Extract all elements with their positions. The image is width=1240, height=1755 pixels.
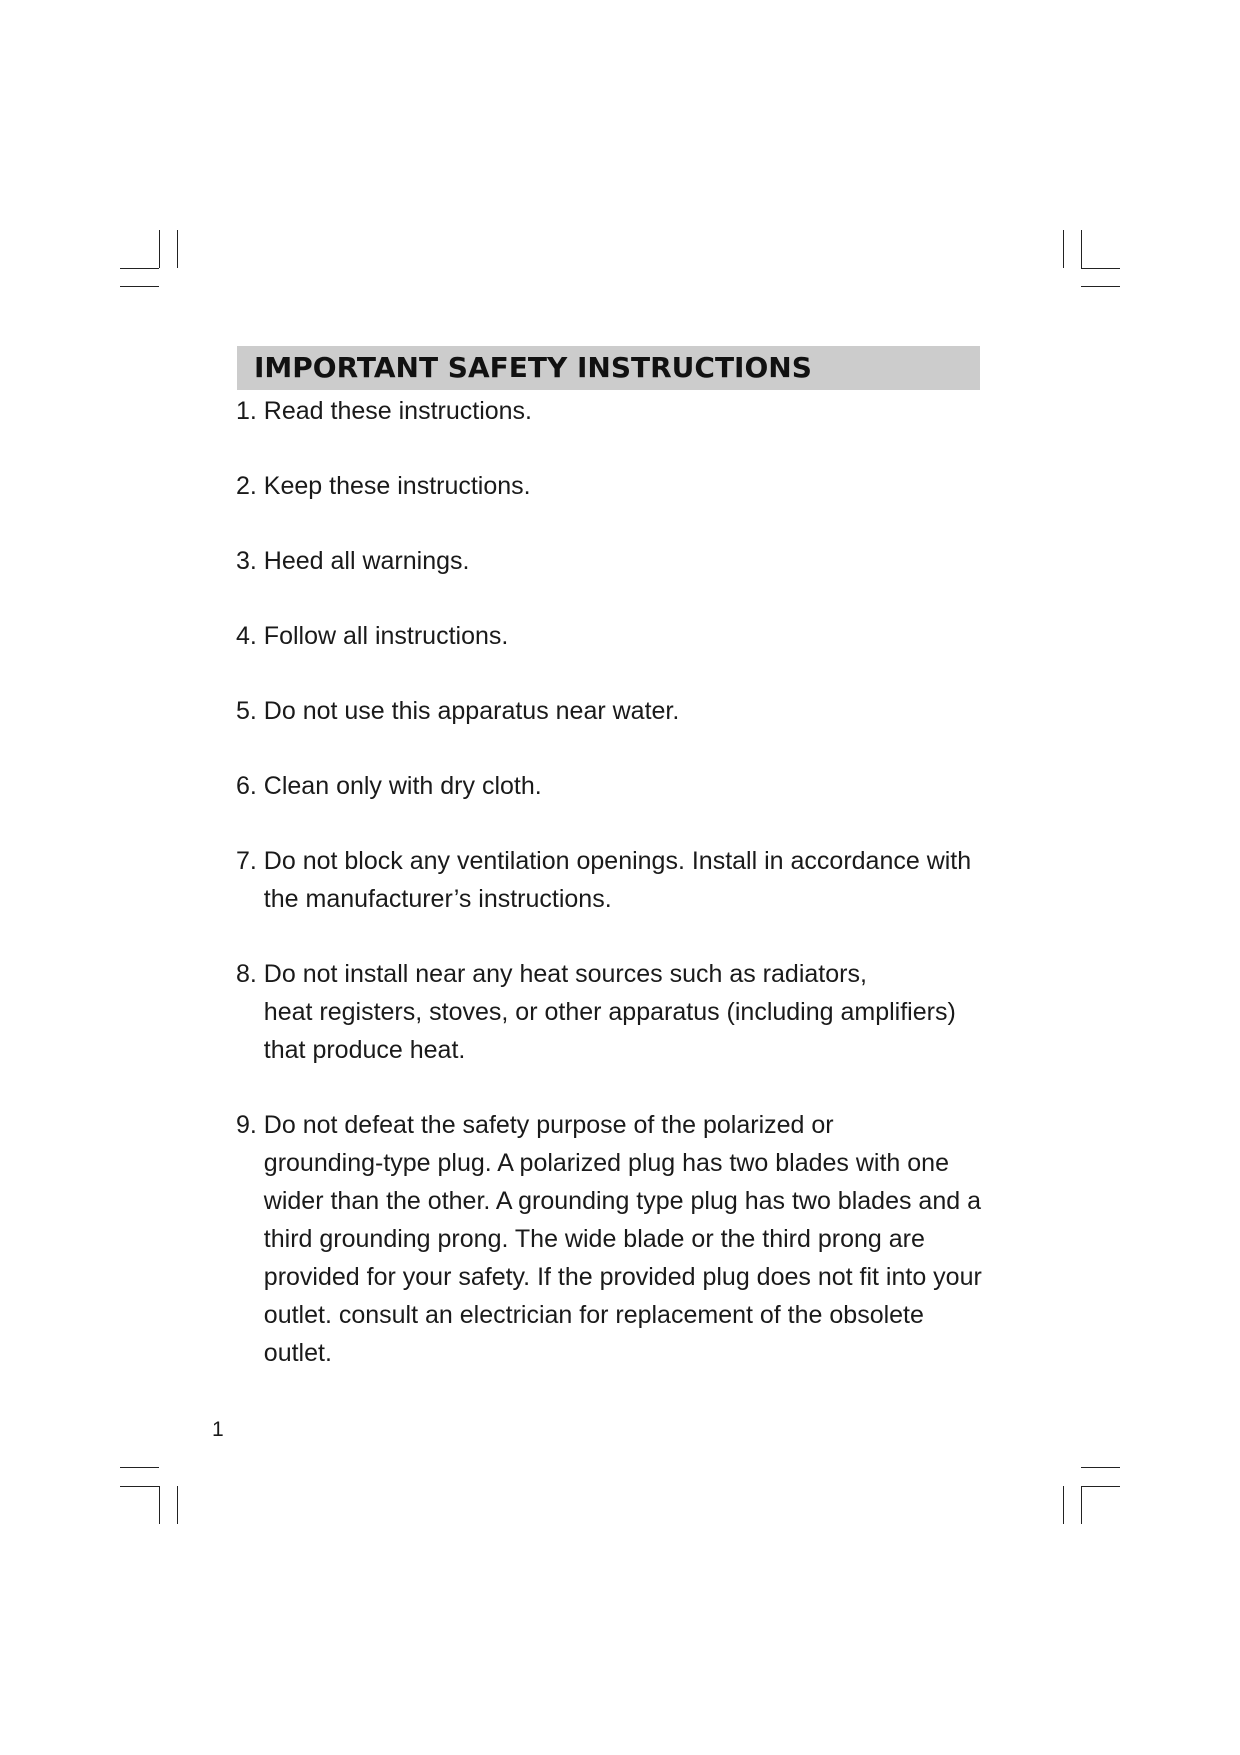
crop-mark xyxy=(1081,1486,1082,1524)
item-text: Do not block any ventilation openings. Install in accordance with the manufacturer’s instructions. xyxy=(263,847,972,913)
crop-mark xyxy=(120,1467,159,1468)
crop-mark xyxy=(120,1486,159,1487)
crop-mark xyxy=(159,230,160,268)
crop-mark xyxy=(1081,286,1120,287)
crop-mark xyxy=(120,268,159,269)
list-item xyxy=(236,617,996,655)
crop-mark xyxy=(1063,1486,1064,1524)
item-number: 5. xyxy=(236,697,264,725)
list-item xyxy=(236,392,996,430)
crop-mark xyxy=(177,230,178,268)
item-text: Do not defeat the safety purpose of the polarized or grounding-type plug. A polarized plug has two blades with one wider than the other. A grounding type plug has two blades and a third grounding prong. The wide blade or the third prong are provided for your safety. If the provided plug does not fit into your outlet. consult an electrician for replacement of the obsolete outlet. xyxy=(263,1111,982,1367)
page-title: IMPORTANT SAFETY INSTRUCTIONS xyxy=(254,351,812,384)
list-item xyxy=(236,767,996,805)
page-number: 1 xyxy=(212,1418,224,1441)
crop-mark xyxy=(1081,1467,1120,1468)
list-item xyxy=(236,842,996,918)
item-number: 8. xyxy=(236,960,264,988)
item-text: Follow all instructions. xyxy=(263,622,509,650)
list-item xyxy=(236,955,996,1069)
item-number: 2. xyxy=(236,472,264,500)
item-text: Do not install near any heat sources such as radiators, heat registers, stoves, or other apparatus (including amplifiers) that produce heat. xyxy=(263,960,956,1064)
crop-mark xyxy=(177,1486,178,1524)
list-item xyxy=(236,692,996,730)
crop-mark xyxy=(159,1486,160,1524)
crop-mark xyxy=(120,286,159,287)
item-text: Clean only with dry cloth. xyxy=(263,772,542,800)
list-item xyxy=(236,1106,996,1372)
item-text: Keep these instructions. xyxy=(263,472,531,500)
crop-mark xyxy=(1081,268,1120,269)
item-number: 4. xyxy=(236,622,264,650)
item-number: 7. xyxy=(236,847,264,875)
item-text: Read these instructions. xyxy=(263,397,532,425)
crop-mark xyxy=(1081,1486,1120,1487)
item-number: 6. xyxy=(236,772,264,800)
item-number: 9. xyxy=(236,1111,264,1139)
item-number: 1. xyxy=(236,397,264,425)
title-banner xyxy=(237,346,980,390)
list-item xyxy=(236,467,996,505)
list-item xyxy=(236,542,996,580)
item-text: Heed all warnings. xyxy=(263,547,470,575)
crop-mark xyxy=(1063,230,1064,268)
instructions-list xyxy=(236,392,996,1409)
item-text: Do not use this apparatus near water. xyxy=(263,697,680,725)
item-number: 3. xyxy=(236,547,264,575)
crop-mark xyxy=(1081,230,1082,268)
